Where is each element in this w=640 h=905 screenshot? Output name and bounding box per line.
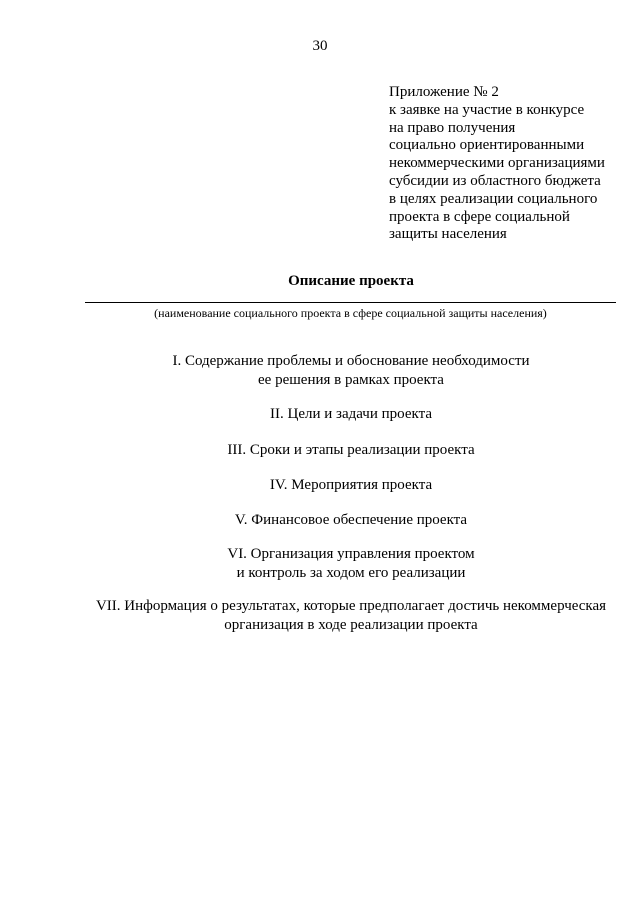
section-heading-line: и контроль за ходом его реализации (236, 564, 466, 581)
appendix-line: проекта в сфере социальной (389, 208, 570, 225)
section-heading-line: I. Содержание проблемы и обоснование необходимости (172, 353, 530, 369)
section-heading (0, 352, 640, 389)
appendix-line: на право получения (389, 119, 516, 136)
section-heading (0, 597, 640, 634)
section-heading-line: III. Сроки и этапы реализации проекта (227, 442, 475, 458)
appendix-line: Приложение № 2 (389, 84, 499, 100)
section-heading-line: IV. Мероприятия проекта (269, 477, 433, 493)
section-heading (0, 545, 640, 582)
document-title: Описание проекта (288, 273, 414, 289)
section-heading-line: V. Финансовое обеспечение проекта (234, 512, 468, 528)
appendix-line: к заявке на участие в конкурсе (389, 101, 585, 118)
section-heading-line: организация в ходе реализации проекта (224, 616, 478, 633)
appendix-line: защиты населения (389, 226, 507, 243)
appendix-line: субсидии из областного бюджета (389, 172, 601, 189)
page-number: 30 (312, 38, 328, 54)
appendix-block (389, 84, 634, 244)
project-name-caption: (наименование социального проекта в сфере социальной защиты населения) (154, 306, 547, 320)
section-heading-line: VI. Организация управления проектом (227, 546, 475, 562)
section-heading-line: II. Цели и задачи проекта (270, 406, 432, 422)
appendix-line: некоммерческими организациями (389, 155, 605, 172)
section-heading (0, 405, 640, 424)
appendix-line: социально ориентированными (389, 137, 585, 154)
project-name-underline (85, 302, 616, 303)
section-heading-line: ее решения в рамках проекта (258, 371, 444, 388)
appendix-line: в целях реализации социального (389, 190, 598, 207)
section-heading-line: VII. Информация о результатах, которые предполагает достичь некоммерческая (95, 598, 607, 614)
section-heading (0, 511, 640, 530)
section-heading (0, 441, 640, 460)
section-heading (0, 476, 640, 495)
